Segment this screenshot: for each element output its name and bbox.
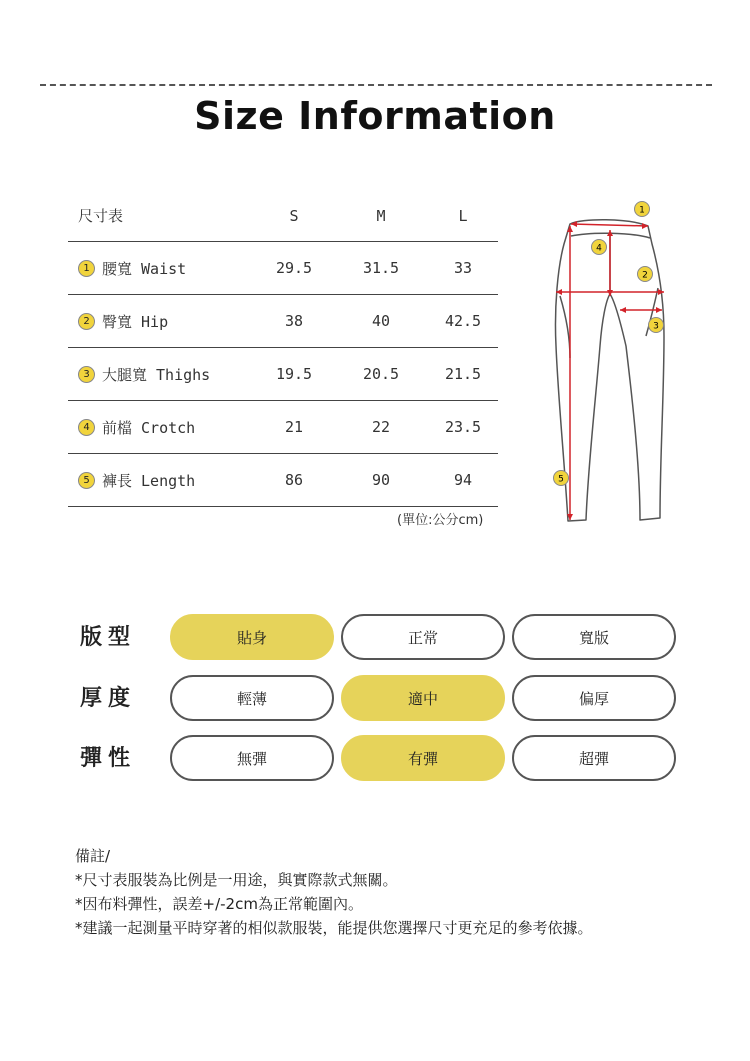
- value-m: 31.5: [362, 259, 400, 277]
- header-size-l: L: [458, 206, 468, 225]
- row-label: 腰寬 Waist: [102, 259, 187, 278]
- feature-row-fit: [0, 614, 750, 660]
- value-s: 86: [284, 471, 304, 489]
- elasticity-option-none: 無彈: [170, 735, 334, 781]
- value-l: 42.5: [444, 312, 482, 330]
- header-size-m: M: [376, 206, 386, 225]
- marker-2: [638, 267, 653, 282]
- marker-badge: 1: [78, 260, 95, 277]
- value-s: 29.5: [275, 259, 313, 277]
- unit-note: (單位:公分cm): [397, 513, 484, 528]
- marker-3: [649, 318, 664, 333]
- notes-heading: 備註/: [75, 847, 111, 865]
- fit-option-loose: 寬版: [512, 614, 676, 660]
- pants-diagram: [540, 196, 670, 532]
- table-row-crotch: [68, 401, 498, 454]
- page-title: Size Information: [194, 94, 556, 138]
- table-row-length: [68, 454, 498, 507]
- table-row-waist: [68, 242, 498, 295]
- marker-1: [635, 202, 650, 217]
- note-line: *尺寸表服裝為比例是一用途，與實際款式無關。: [75, 871, 398, 889]
- fit-option-regular: 正常: [341, 614, 505, 660]
- value-s: 19.5: [275, 365, 313, 383]
- notes: [75, 844, 593, 940]
- value-l: 33: [453, 259, 473, 277]
- svg-text:1: 1: [639, 205, 645, 216]
- elasticity-option-stretch: 有彈: [341, 735, 505, 781]
- fit-option-fitted: 貼身: [170, 614, 334, 660]
- table-header-row: [68, 190, 498, 242]
- marker-5: [554, 471, 569, 486]
- feature-row-elasticity: [0, 735, 750, 781]
- value-l: 21.5: [444, 365, 482, 383]
- thickness-option-thin: 輕薄: [170, 675, 334, 721]
- svg-text:5: 5: [558, 474, 564, 485]
- marker-badge: 2: [78, 313, 95, 330]
- svg-text:3: 3: [653, 321, 659, 332]
- value-l: 23.5: [444, 418, 482, 436]
- row-label: 臀寬 Hip: [102, 312, 169, 331]
- feature-label: 彈性: [80, 746, 137, 771]
- value-m: 40: [371, 312, 391, 330]
- value-s: 21: [284, 418, 304, 436]
- table-row-hip: [68, 295, 498, 348]
- marker-badge: 5: [78, 472, 95, 489]
- dashed-divider: [40, 84, 712, 86]
- elasticity-option-super: 超彈: [512, 735, 676, 781]
- value-s: 38: [284, 312, 304, 330]
- row-label: 前檔 Crotch: [102, 418, 196, 437]
- value-l: 94: [453, 471, 473, 489]
- table-row-thighs: [68, 348, 498, 401]
- note-line: *因布料彈性，誤差+/-2cm為正常範圍內。: [75, 895, 363, 913]
- marker-badge: 3: [78, 366, 95, 383]
- row-label: 大腿寬 Thighs: [102, 365, 211, 384]
- marker-badge: 4: [78, 419, 95, 436]
- header-label: 尺寸表: [78, 207, 124, 225]
- svg-text:2: 2: [642, 270, 648, 281]
- svg-text:4: 4: [596, 243, 602, 254]
- header-size-s: S: [289, 206, 299, 225]
- value-m: 20.5: [362, 365, 400, 383]
- feature-row-thickness: [0, 675, 750, 721]
- row-label: 褲長 Length: [102, 471, 196, 490]
- value-m: 90: [371, 471, 391, 489]
- thickness-option-thick: 偏厚: [512, 675, 676, 721]
- thickness-option-medium: 適中: [341, 675, 505, 721]
- marker-4: [592, 240, 607, 255]
- size-table: [68, 190, 498, 507]
- value-m: 22: [371, 418, 391, 436]
- feature-label: 厚度: [80, 686, 137, 711]
- note-line: *建議一起測量平時穿著的相似款服裝，能提供您選擇尺寸更充足的參考依據。: [75, 919, 593, 937]
- feature-label: 版型: [80, 625, 137, 650]
- waist-line: [571, 224, 648, 226]
